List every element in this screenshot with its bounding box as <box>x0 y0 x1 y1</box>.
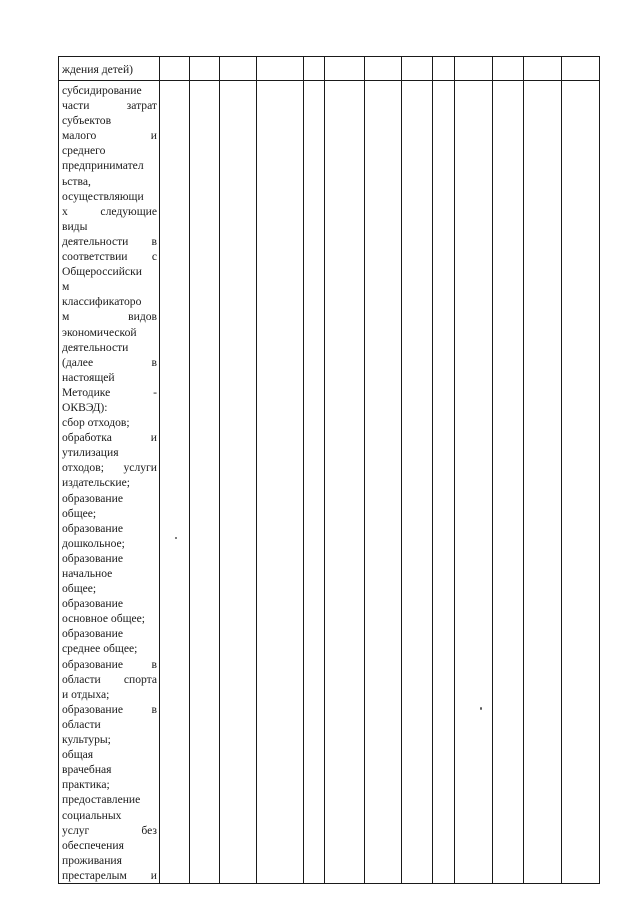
description-text <box>59 81 159 883</box>
scan-speck <box>480 707 482 710</box>
text-line: части затрат <box>62 99 157 113</box>
table-row-header-continuation <box>59 57 600 81</box>
table-cell <box>220 81 257 884</box>
text-line: х следующие <box>62 204 157 218</box>
table-cell <box>402 57 433 81</box>
table-cell <box>433 81 455 884</box>
text-line: предпринимател <box>62 159 144 173</box>
text-line: области спорта <box>62 672 157 686</box>
text-line: соответствии с <box>62 250 157 264</box>
text-line: Методике - <box>62 385 157 399</box>
text-line: настоящей <box>62 370 115 384</box>
text-line: утилизация <box>62 446 119 460</box>
text-line: среднее общее; <box>62 642 138 656</box>
text-line: дошкольное; <box>62 536 125 550</box>
table-cell <box>190 57 220 81</box>
table-cell <box>524 57 562 81</box>
text-line: врачебная <box>62 763 112 777</box>
text-line: начальное <box>62 567 113 580</box>
text-line: образование в <box>62 702 157 716</box>
table-cell <box>304 81 325 884</box>
table-cell <box>365 57 402 81</box>
text-line: области <box>62 717 101 731</box>
text-line: м <box>62 280 70 294</box>
text-line: общее; <box>62 582 97 596</box>
table-cell <box>562 57 600 81</box>
table-row-body <box>59 81 600 884</box>
text-line: образование <box>62 597 123 611</box>
text-line: ьства, <box>62 174 91 188</box>
text-line: основное общее; <box>62 612 146 626</box>
text-line: практика; <box>62 778 110 792</box>
table-cell <box>402 81 433 884</box>
text-line: культуры; <box>62 733 111 747</box>
table-cell <box>455 81 493 884</box>
table-cell <box>160 57 190 81</box>
text-line: образование <box>62 627 123 641</box>
text-line: (далее в <box>62 355 157 369</box>
text-line: экономической <box>62 325 137 339</box>
text-line: предоставление <box>62 793 141 807</box>
continued-text: ждения детей) <box>62 63 134 76</box>
text-line: образование <box>62 491 123 505</box>
table-cell <box>365 81 402 884</box>
text-line: классификаторо <box>62 295 142 309</box>
table-cell <box>220 57 257 81</box>
text-line: услуг без <box>62 823 157 837</box>
table-cell <box>433 57 455 81</box>
text-line: виды <box>62 219 88 233</box>
text-line: осуществляющи <box>62 189 144 203</box>
text-line: м видов <box>62 310 157 324</box>
text-line: образование в <box>62 657 157 671</box>
table-cell-first <box>59 57 160 81</box>
text-line: общее; <box>62 506 97 520</box>
scan-speck <box>175 537 177 539</box>
text-line: Общероссийски <box>62 265 142 279</box>
text-line: среднего <box>62 144 106 158</box>
table-cell <box>455 57 493 81</box>
table-cell <box>325 81 365 884</box>
table-cell <box>493 81 524 884</box>
text-line: обработка и <box>62 431 157 445</box>
text-line: общая <box>62 748 94 762</box>
text-line: обеспечения <box>62 838 124 852</box>
text-line: образование <box>62 551 123 565</box>
table-cell <box>524 81 562 884</box>
table-cell <box>190 81 220 884</box>
text-line: социальных <box>62 808 122 822</box>
table-cell <box>257 57 304 81</box>
text-line: сбор отходов; <box>62 416 130 430</box>
text-line: и отдыха; <box>62 687 110 701</box>
table-cell <box>325 57 365 81</box>
table-cell-first <box>59 81 160 884</box>
text-line: ОКВЭД): <box>62 400 108 414</box>
text-line: субсидирование <box>62 84 142 97</box>
data-table <box>58 56 600 884</box>
table-cell <box>160 81 190 884</box>
text-line: проживания <box>62 853 122 867</box>
text-line: отходов; услуги <box>62 461 157 475</box>
table-cell <box>493 57 524 81</box>
text-line: престарелым и <box>62 868 157 882</box>
text-line: деятельности <box>62 340 129 354</box>
table-cell <box>562 81 600 884</box>
table-cell <box>304 57 325 81</box>
text-line: малого и <box>62 129 157 143</box>
text-line: деятельности в <box>62 234 157 248</box>
text-line: издательские; <box>62 476 130 490</box>
table-cell <box>257 81 304 884</box>
text-line: образование <box>62 521 123 535</box>
text-line: субъектов <box>62 114 112 128</box>
